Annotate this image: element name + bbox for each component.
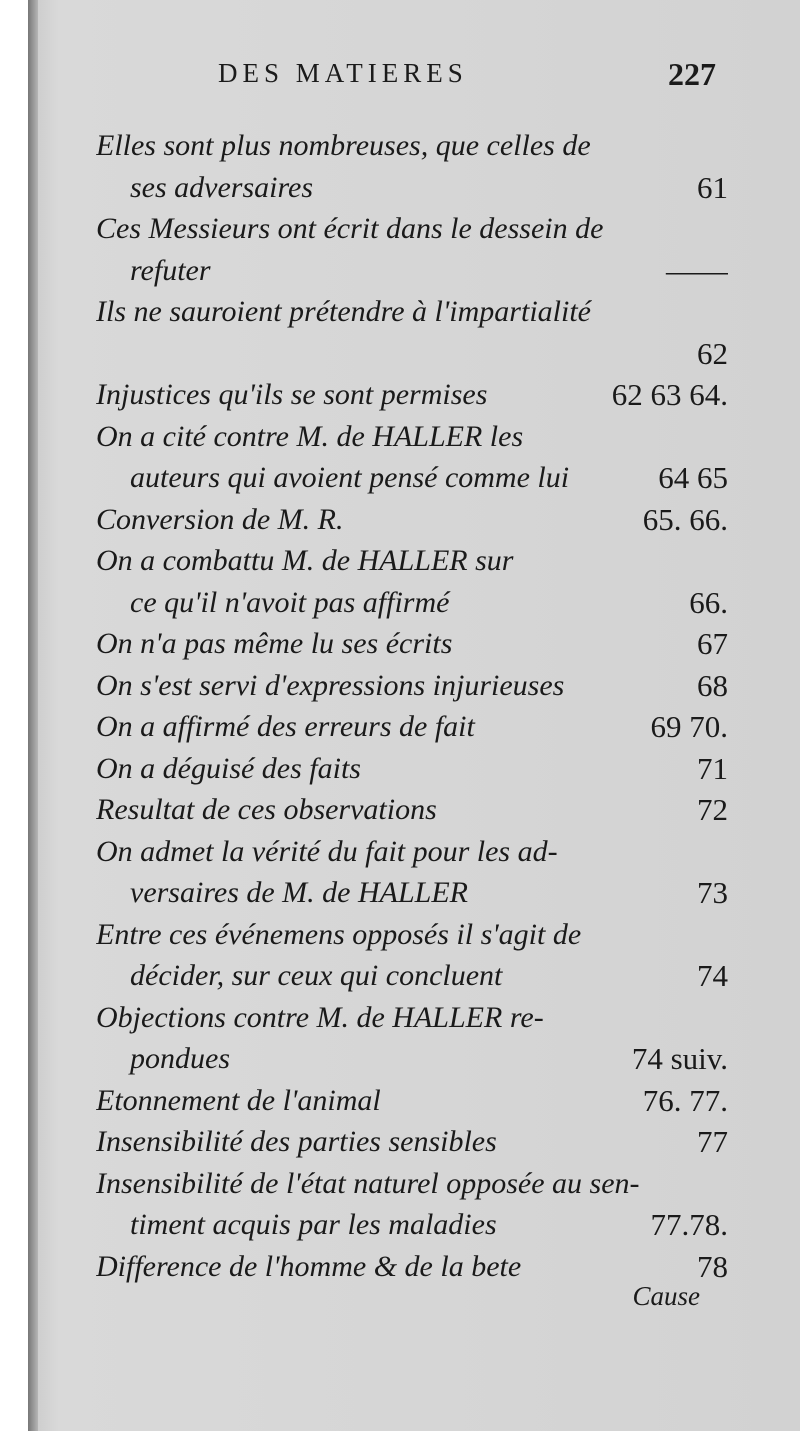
- entry-line: [96, 582, 728, 624]
- entry-line: [96, 540, 728, 582]
- entry-line: [96, 914, 728, 956]
- index-entry: [96, 831, 728, 914]
- index-entries: [96, 125, 728, 1287]
- index-entry: [96, 374, 728, 416]
- entry-line: [96, 872, 728, 914]
- entry-text: Entre ces événemens opposés il s'agit de: [96, 917, 582, 951]
- entry-line: [96, 955, 728, 997]
- entry-line: [96, 1163, 728, 1205]
- catchword: Cause: [632, 1281, 700, 1311]
- entry-line: [96, 789, 728, 831]
- entry-page-ref: 61: [697, 169, 728, 205]
- entry-text: Insensibilité de l'état naturel opposée au sen-: [96, 1166, 640, 1200]
- entry-text: ce qu'il n'avoit pas affirmé: [130, 585, 450, 619]
- entry-text: Objections contre M. de HALLER re-: [96, 1000, 544, 1034]
- entry-text: auteurs qui avoient pensé comme lui: [130, 461, 570, 494]
- book-page: [28, 0, 800, 1431]
- entry-page-ref: 66.: [689, 584, 728, 620]
- entry-text: Insensibilité des parties sensibles: [96, 1125, 497, 1158]
- entry-page-ref: 64 65: [658, 460, 728, 495]
- index-entry: [96, 208, 728, 291]
- entry-page-ref: 77: [697, 1124, 728, 1159]
- entry-line: [96, 1121, 728, 1163]
- entry-line: [96, 1204, 728, 1246]
- index-entry: [96, 125, 728, 208]
- entry-line: [96, 125, 728, 167]
- entry-line: [96, 1080, 728, 1122]
- index-entry: [96, 914, 728, 997]
- entry-page-ref: 71: [697, 750, 728, 786]
- entry-line: [96, 291, 728, 333]
- entry-page-ref: 73: [697, 875, 728, 910]
- entry-line: [96, 1038, 728, 1080]
- entry-line: [96, 748, 728, 790]
- entry-line: [96, 499, 728, 541]
- index-entry: [96, 499, 728, 541]
- entry-page-ref: 68: [697, 667, 728, 703]
- entry-page-ref: 74 suiv.: [631, 1041, 728, 1076]
- index-entry: [96, 1080, 728, 1122]
- entry-page-ref: 62 63 64.: [611, 377, 728, 412]
- entry-page-ref: 62: [697, 335, 728, 371]
- entry-text: On n'a pas même lu ses écrits: [96, 627, 453, 660]
- entry-text: pondues: [130, 1042, 230, 1075]
- entry-text: Injustices qu'ils se sont permises: [96, 378, 488, 411]
- index-entry: [96, 540, 728, 623]
- entry-line: [96, 250, 728, 292]
- entry-text: On a affirmé des erreurs de fait: [96, 710, 475, 743]
- entry-text: On a combattu M. de HALLER sur: [96, 544, 514, 577]
- entry-page-ref: 69 70.: [650, 709, 728, 744]
- entry-line: [96, 831, 728, 873]
- page-number: 227: [668, 56, 716, 92]
- entry-page-ref: ——: [666, 252, 728, 288]
- index-entry: [96, 997, 728, 1080]
- entry-text: Resultat de ces observations: [96, 793, 437, 826]
- entry-text: Conversion de M. R.: [96, 502, 344, 536]
- entry-line: [96, 167, 728, 209]
- index-entry: [96, 291, 728, 374]
- index-entry: [96, 416, 728, 499]
- entry-page-ref: 74: [697, 958, 728, 993]
- entry-text: Elles sont plus nombreuses, que celles de: [96, 129, 591, 162]
- index-entry: [96, 1163, 728, 1246]
- entry-line: [96, 333, 728, 375]
- index-entry: [96, 1121, 728, 1163]
- entry-page-ref: 72: [697, 792, 728, 827]
- index-entry: [96, 789, 728, 831]
- entry-line: [96, 706, 728, 748]
- entry-text: On a déguisé des faits: [96, 751, 361, 785]
- entry-text: Etonnement de l'animal: [96, 1083, 381, 1117]
- entry-text: Ils ne sauroient prétendre à l'impartialité: [96, 295, 591, 328]
- entry-page-ref: 77.78.: [650, 1207, 728, 1242]
- entry-line: [96, 665, 728, 707]
- index-entry: [96, 665, 728, 707]
- entry-text: Ces Messieurs ont écrit dans le dessein de: [96, 212, 604, 245]
- entry-text: Difference de l'homme & de la bete: [96, 1249, 522, 1283]
- entry-page-ref: 76. 77.: [642, 1082, 728, 1118]
- entry-text: versaires de M. de HALLER: [130, 876, 468, 909]
- entry-line: [96, 623, 728, 665]
- entry-text: On admet la vérité du fait pour les ad-: [96, 834, 558, 868]
- entry-text: On a cité contre M. de HALLER les: [96, 419, 524, 453]
- entry-line: [96, 208, 728, 250]
- index-entry: [96, 748, 728, 790]
- entry-text: timent acquis par les maladies: [130, 1208, 497, 1241]
- page-gutter: [28, 0, 38, 1431]
- entry-page-ref: 65. 66.: [642, 501, 728, 537]
- entry-line: [96, 457, 728, 499]
- index-entry: [96, 706, 728, 748]
- entry-line: [96, 416, 728, 458]
- running-title: DES MATIERES: [218, 58, 468, 88]
- entry-page-ref: 78: [697, 1248, 728, 1284]
- entry-text: On s'est servi d'expressions injurieuses: [96, 668, 565, 702]
- entry-text: refuter: [130, 253, 211, 287]
- entry-text: ses adversaires: [130, 170, 314, 204]
- index-entry: [96, 623, 728, 665]
- entry-text: décider, sur ceux qui concluent: [130, 959, 503, 992]
- entry-page-ref: 67: [697, 626, 728, 661]
- entry-line: [96, 374, 728, 416]
- entry-line: [96, 997, 728, 1039]
- page-header: [218, 52, 728, 98]
